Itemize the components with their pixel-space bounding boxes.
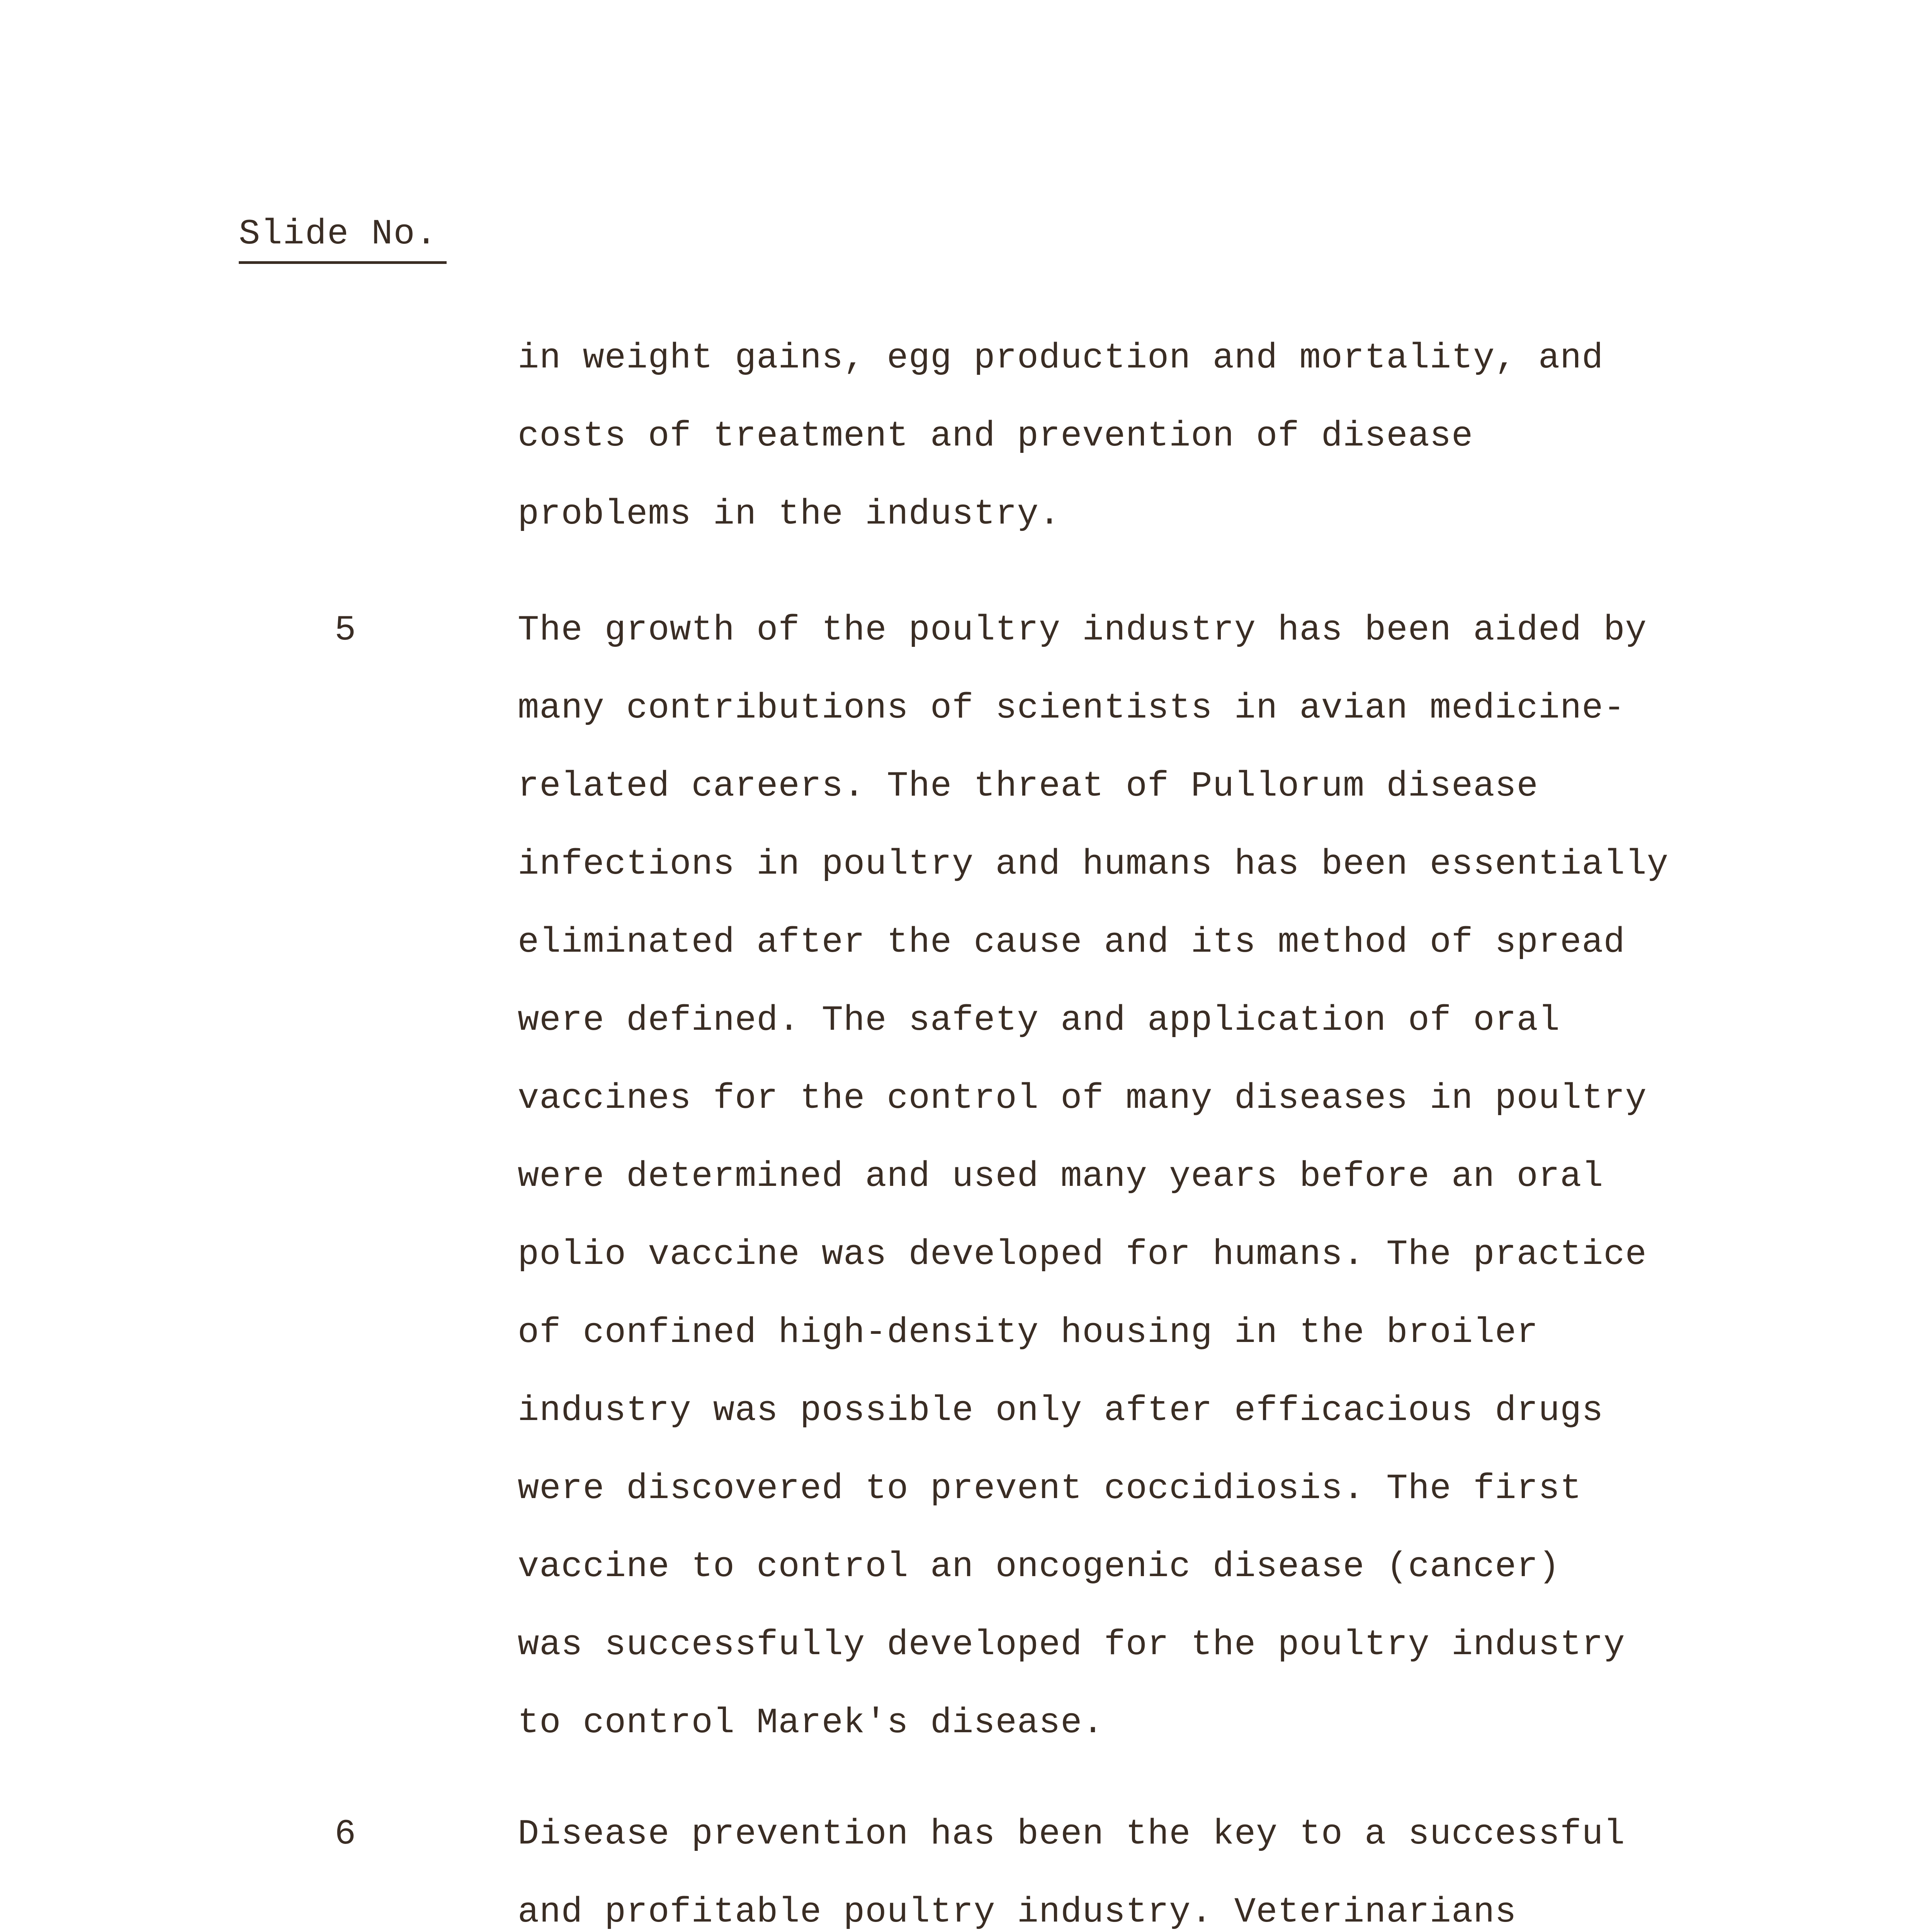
header-underline (239, 261, 447, 264)
paragraph-slide-6 (518, 1795, 1793, 1932)
text-line: The growth of the poultry industry has been aided by (518, 610, 1647, 650)
paragraph-slide-5 (518, 591, 1793, 1762)
text-line: many contributions of scientists in avian medicine- (518, 688, 1625, 728)
text-line: industry was possible only after efficacious drugs (518, 1390, 1604, 1431)
text-line: vaccine to control an oncogenic disease (cancer) (518, 1546, 1560, 1587)
text-line: vaccines for the control of many diseases in poultry (518, 1078, 1647, 1119)
text-line: eliminated after the cause and its method of spread (518, 922, 1625, 963)
text-line: in weight gains, egg production and mortality, and (518, 338, 1604, 378)
slide-number-header: Slide No. (239, 214, 438, 254)
paragraph-continuation (518, 319, 1793, 553)
text-line: Disease prevention has been the key to a successful (518, 1814, 1625, 1854)
text-line: of confined high-density housing in the broiler (518, 1312, 1538, 1353)
text-line: were discovered to prevent coccidiosis. The first (518, 1468, 1582, 1509)
text-line: were determined and used many years before an oral (518, 1156, 1604, 1197)
text-line: infections in poultry and humans has been essentially (518, 844, 1669, 884)
text-line: costs of treatment and prevention of disease (518, 416, 1473, 456)
text-line: were defined. The safety and application of oral (518, 1000, 1560, 1041)
text-line: to control Marek's disease. (518, 1702, 1104, 1743)
text-line: and profitable poultry industry. Veterinarians (518, 1892, 1517, 1932)
slide-number: 5 (335, 610, 356, 650)
text-line: related careers. The threat of Pullorum disease (518, 766, 1538, 806)
text-line: was successfully developed for the poultry industry (518, 1624, 1625, 1665)
text-line: problems in the industry. (518, 494, 1061, 534)
text-line: polio vaccine was developed for humans. The practice (518, 1234, 1647, 1275)
slide-number: 6 (335, 1814, 356, 1854)
